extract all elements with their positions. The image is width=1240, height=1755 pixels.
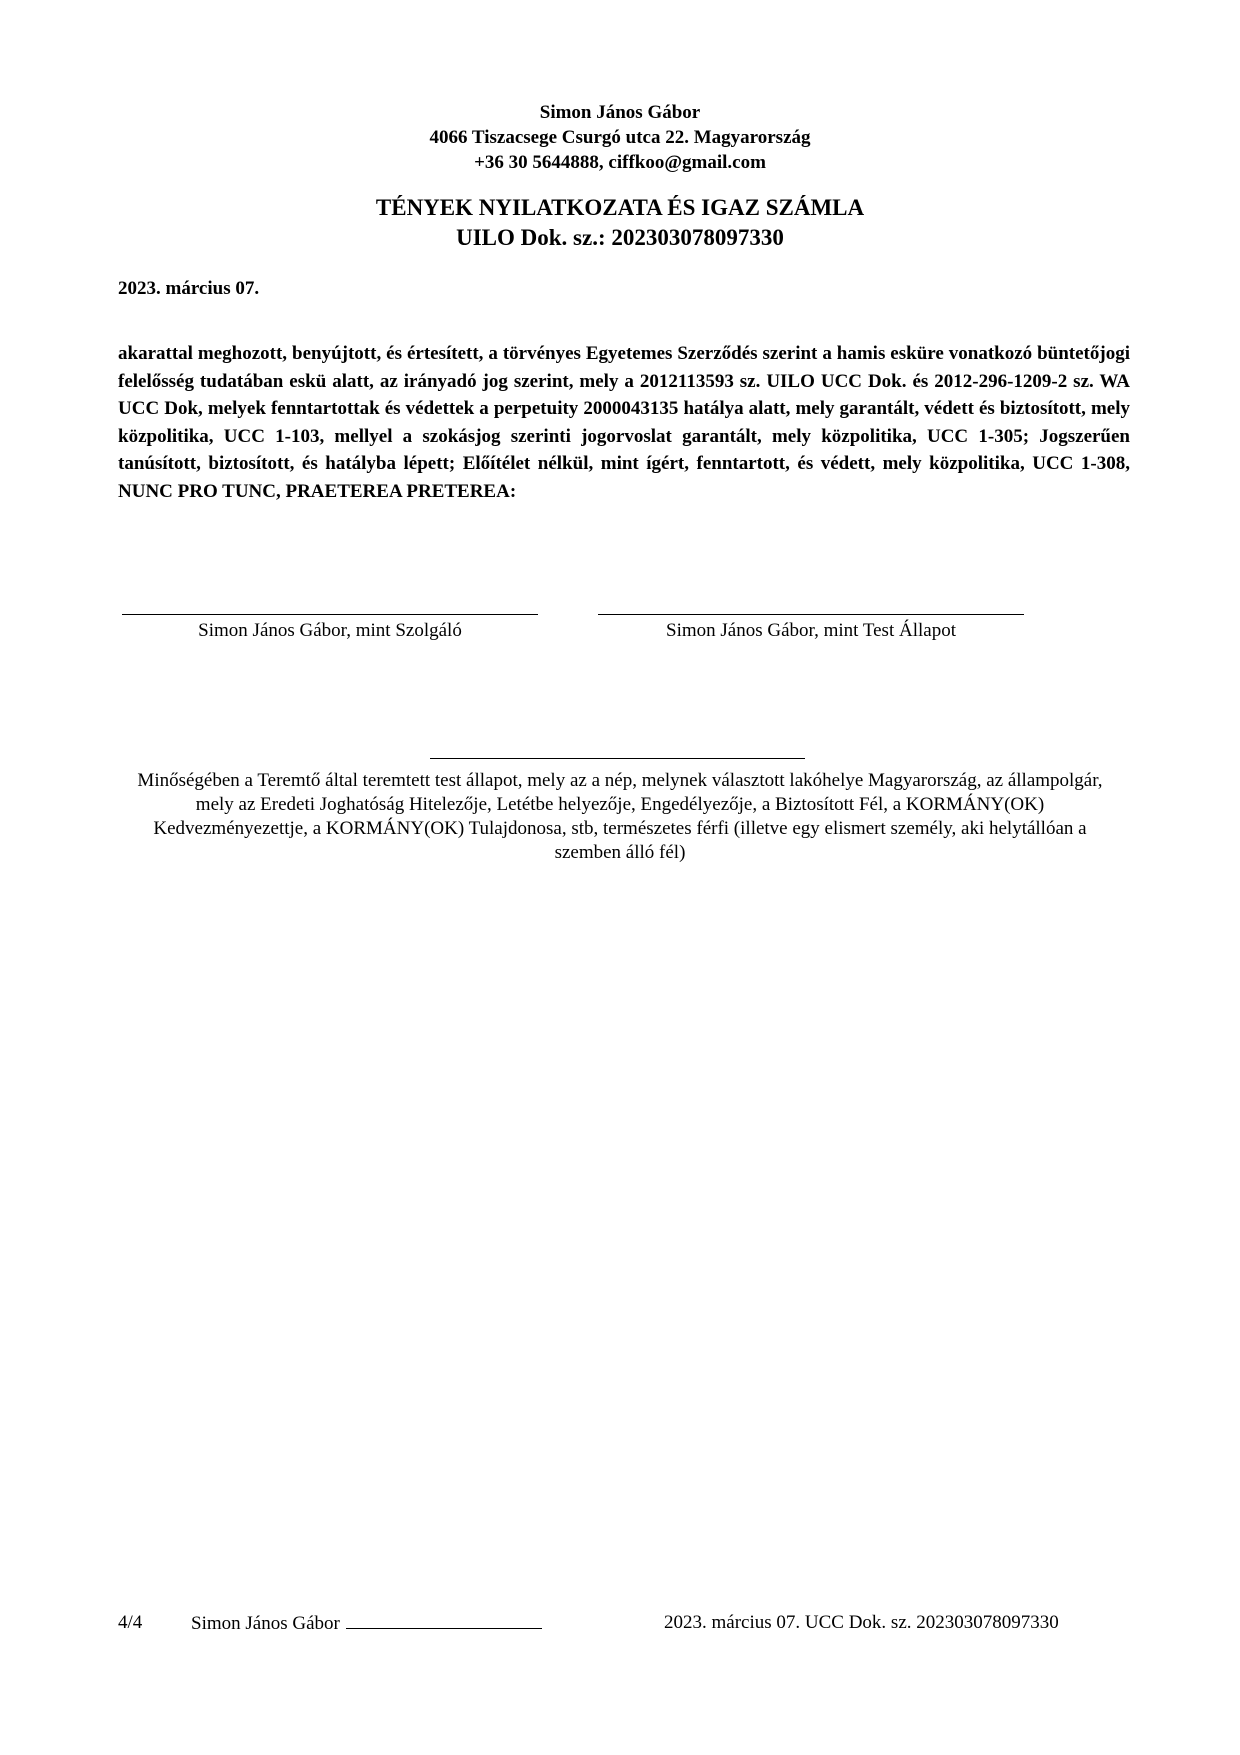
document-title-line1: TÉNYEK NYILATKOZATA ÉS IGAZ SZÁMLA — [375, 195, 865, 220]
right-signature-label: Simon János Gábor, mint Test Állapot — [666, 620, 956, 641]
capacity-statement: Minőségében a Teremtő által teremtett test állapot, mely az a nép, melynek választott lakóhelye Magyarország, az állampolgár, mely az Eredeti Joghatóság Hitelezője, Letétbe helyezője, Engedélyezője, a Biztosított Fél, a KORMÁNY(OK) Kedvezményezettje, a KORMÁNY(OK) Tulajdonosa, stb, természetes férfi (illetve egy elismert személy, aki helytállóan a szemben álló fél) — [137, 770, 1103, 863]
sender-contact: +36 30 5644888, ciffkoo@gmail.com — [474, 152, 766, 173]
document-number: UILO Dok. sz.: 202303078097330 — [456, 225, 784, 250]
sender-header — [0, 100, 1240, 175]
sender-name: Simon János Gábor — [539, 102, 701, 123]
footer-name: Simon János Gábor — [191, 1613, 340, 1634]
footer-signature-blank — [346, 1611, 542, 1629]
document-title — [0, 193, 1240, 253]
footer-page-number: 4/4 — [118, 1612, 143, 1633]
footer-signature — [191, 1611, 542, 1636]
sender-address: 4066 Tiszacsege Csurgó utca 22. Magyarország — [429, 127, 811, 148]
capacity-signature-line — [430, 758, 805, 759]
left-signature-label: Simon János Gábor, mint Szolgáló — [198, 620, 462, 641]
declaration-body: akarattal meghozott, benyújtott, és értesített, a törvényes Egyetemes Szerződés szerint a hamis esküre vonatkozó büntetőjogi felelősség tudatában eskü alatt, az irányadó jog szerint, mely a 2012113593 sz. UILO UCC Dok. és 2012-296-1209-2 sz. WA UCC Dok, melyek fenntartottak és védettek a perpetuity 2000043135 hatálya alatt, mely garantált, védett és biztosított, mely közpolitika, UCC 1-103, mellyel a szokásjog szerinti jogorvoslat garantált, mely közpolitika, UCC 1-305; Jogszerűen tanúsított, biztosított, és hatályba lépett; Előítélet nélkül, mint ígért, fenntartott, és védett, mely közpolitika, UCC 1-308, NUNC PRO TUNC, PRAETEREA PRETEREA: — [118, 343, 1130, 502]
left-signature-line — [122, 614, 538, 615]
document-date: 2023. március 07. — [118, 278, 260, 299]
footer-reference: 2023. március 07. UCC Dok. sz. 202303078097330 — [664, 1612, 1059, 1633]
right-signature-line — [598, 614, 1024, 615]
